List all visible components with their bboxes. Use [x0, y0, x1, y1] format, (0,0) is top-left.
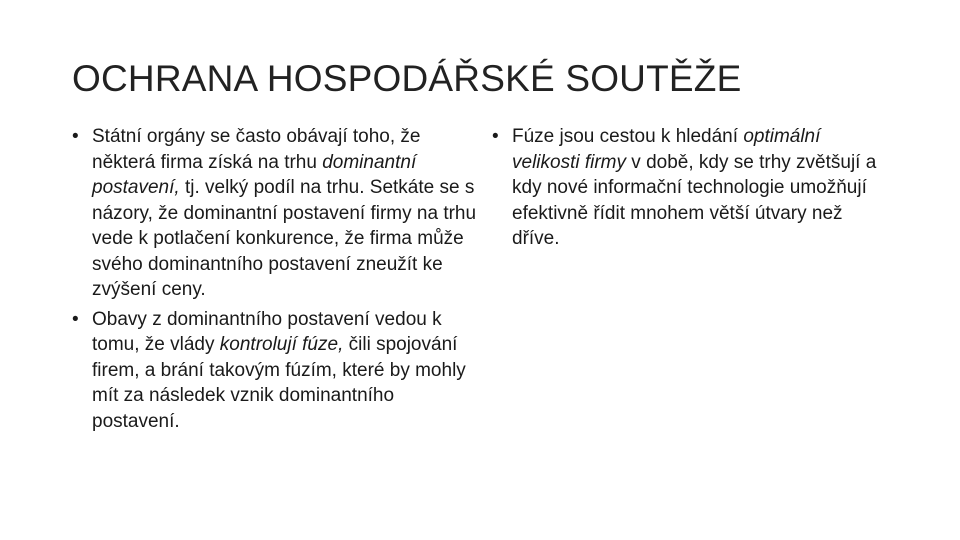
bullet-icon: •	[72, 126, 79, 147]
bullet-text-italic: dominantní postavení,	[92, 151, 417, 198]
bullet-text-italic: optimální velikosti firmy	[512, 126, 821, 173]
left-bullet-list	[72, 124, 482, 434]
bullet-text-part: Fúze jsou cestou k hledání	[512, 126, 744, 147]
right-bullet-list	[492, 124, 892, 252]
bullet-text-part: v době, kdy se trhy zvětšují a kdy nové informační technologie umožňují efektivně řídit mnohem větší útvary než dříve.	[512, 151, 877, 249]
right-column	[492, 124, 892, 256]
left-column	[72, 124, 482, 438]
bullet-item-merger-control	[72, 307, 482, 435]
bullet-text-italic: kontrolují fúze,	[219, 334, 344, 355]
slide-title: OCHRANA HOSPODÁŘSKÉ SOUTĚŽE	[72, 58, 742, 99]
bullet-item-mergers-optimal-size	[492, 124, 892, 252]
bullet-text-part: Státní orgány se často obávají toho, že některá firma získá na trhu	[92, 126, 421, 173]
bullet-text-part: tj. velký podíl na trhu. Setkáte se s názory, že dominantní postavení firmy na trhu vede k potlačení konkurence, že firma může svého dominantního postavení zneužít ke zvýšení ceny.	[92, 177, 477, 300]
bullet-text-part: čili spojování firem, a brání takovým fúzím, které by mohly mít za následek vznik dominantního postavení.	[92, 334, 466, 432]
bullet-icon: •	[72, 308, 79, 330]
bullet-icon: •	[492, 126, 499, 147]
bullet-text-part: Obavy z dominantního postavení vedou k tomu, že vlády	[92, 308, 442, 355]
bullet-item-dominant-position	[72, 124, 482, 303]
